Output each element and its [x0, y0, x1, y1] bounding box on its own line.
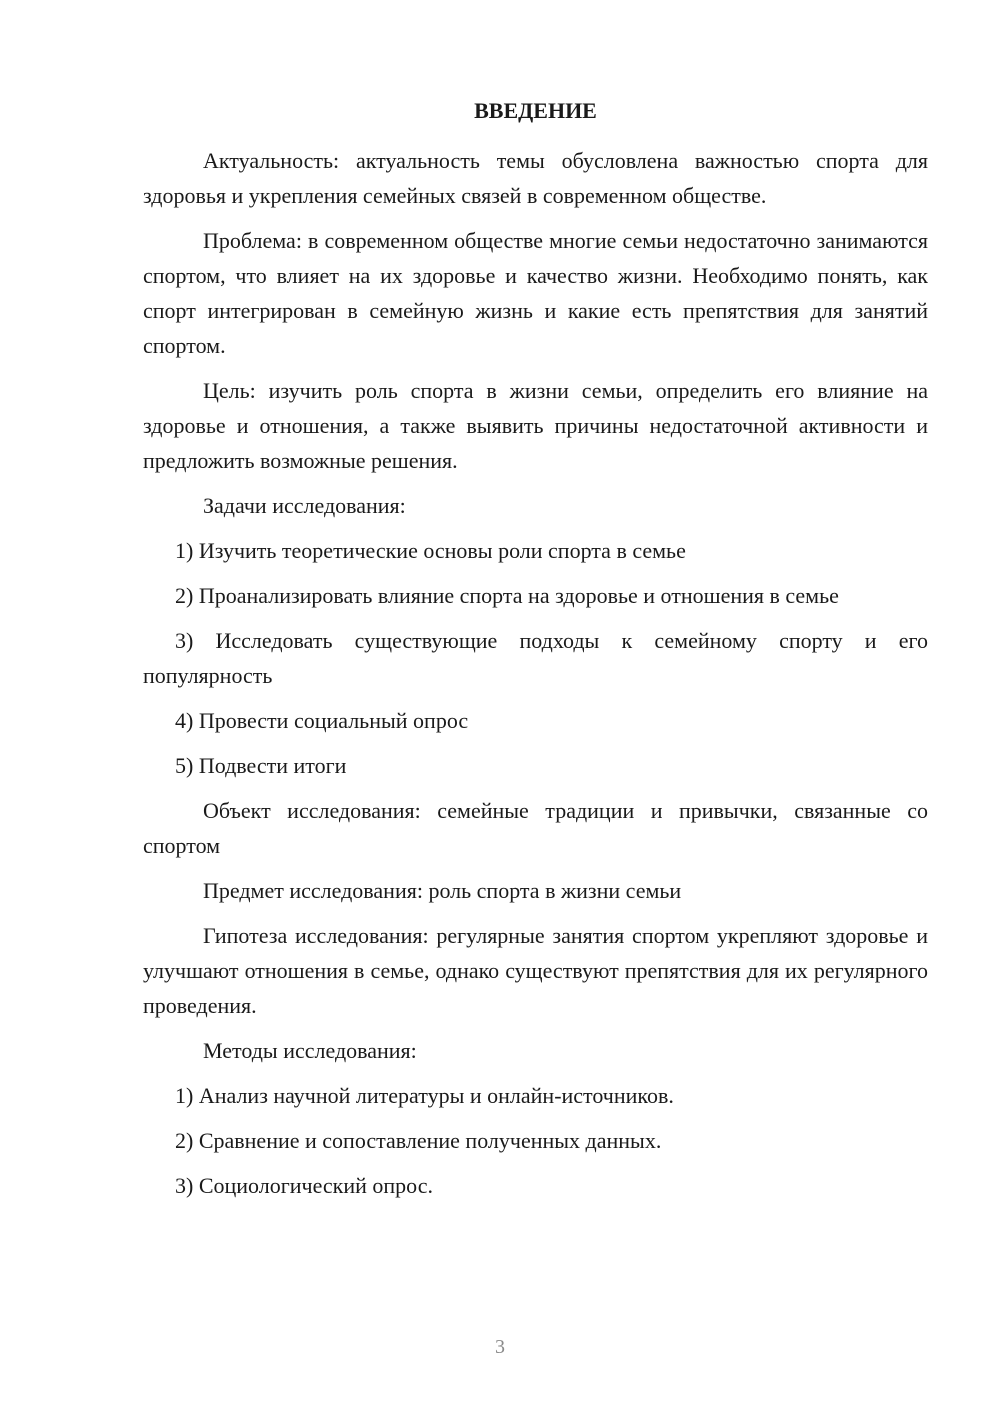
method-item: 1) Анализ научной литературы и онлайн-источников.	[175, 1083, 674, 1108]
method-item: 3) Социологический опрос.	[175, 1173, 433, 1198]
task-item: 1) Изучить теоретические основы роли спорта в семье	[175, 538, 686, 563]
task-item: 5) Подвести итоги	[175, 753, 347, 778]
paragraph-problem: Проблема: в современном обществе многие семьи недостаточно занимаются спортом, что влияет на их здоровье и качество жизни. Необходимо понять, как спорт интегрирован в семейную жизнь и какие есть препятствия для занятий спортом.	[143, 228, 928, 358]
paragraph-hypothesis: Гипотеза исследования: регулярные занятия спортом укрепляют здоровье и улучшают отношения в семье, однако существуют препятствия для их регулярного проведения.	[143, 923, 928, 1018]
document-body	[143, 143, 928, 1213]
methods-heading: Методы исследования:	[203, 1038, 417, 1063]
paragraph-goal: Цель: изучить роль спорта в жизни семьи, определить его влияние на здоровье и отношения, а также выявить причины недостаточной активности и предложить возможные решения.	[143, 378, 928, 473]
task-item: 4) Провести социальный опрос	[175, 708, 469, 733]
page-number: 3	[495, 1336, 505, 1358]
method-item: 2) Сравнение и сопоставление полученных данных.	[175, 1128, 662, 1153]
paragraph-object: Объект исследования: семейные традиции и привычки, связанные со спортом	[143, 798, 928, 858]
task-item: 3) Исследовать существующие подходы к семейному спорту и его популярность	[143, 628, 928, 688]
task-item: 2) Проанализировать влияние спорта на здоровье и отношения в семье	[175, 583, 839, 608]
paragraph-relevance: Актуальность: актуальность темы обусловлена важностью спорта для здоровья и укрепления семейных связей в современном обществе.	[143, 148, 928, 208]
page-title: ВВЕДЕНИЕ	[474, 98, 597, 123]
tasks-heading: Задачи исследования:	[203, 493, 406, 518]
paragraph-subject: Предмет исследования: роль спорта в жизни семьи	[203, 878, 682, 903]
